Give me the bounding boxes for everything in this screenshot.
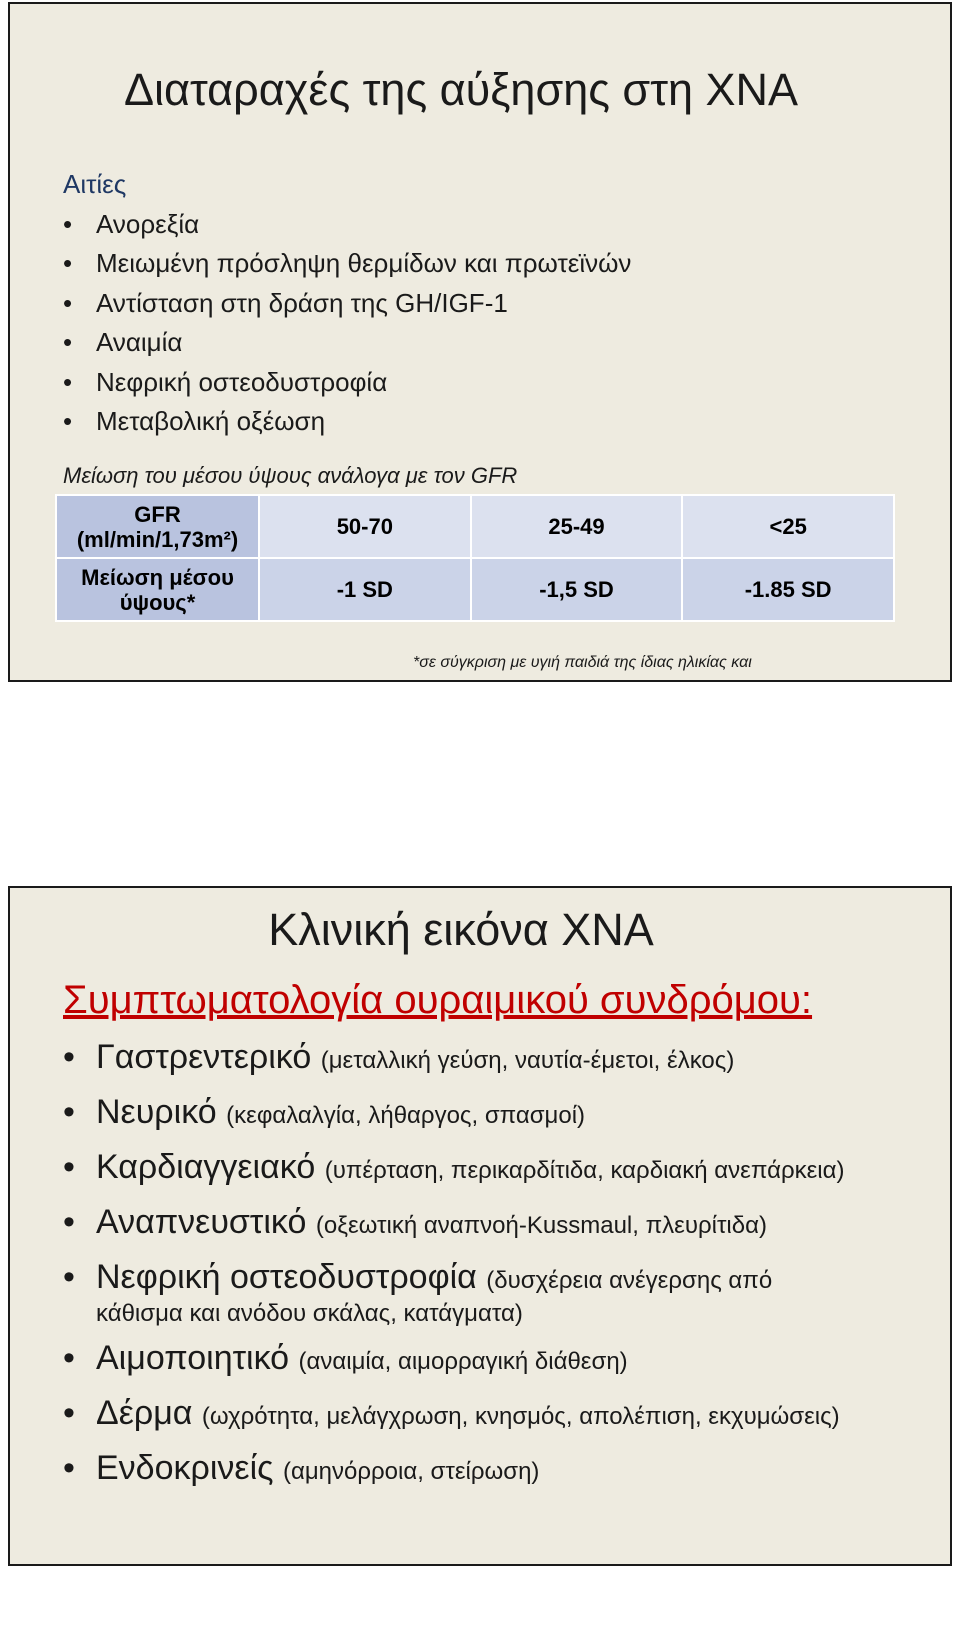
list-item: • Μειωμένη πρόσληψη θερμίδων και πρωτεϊνών — [63, 244, 631, 284]
list-item: • Ανορεξία — [63, 205, 631, 245]
symptom-item — [63, 1147, 845, 1191]
table-cell: -1 SD — [259, 558, 471, 621]
list-item: • Νεφρική οστεοδυστροφία — [63, 363, 631, 403]
slide-growth-disorders — [8, 2, 952, 682]
table-cell: <25 — [682, 495, 894, 558]
symptom-system: Γαστρεντερικό — [96, 1038, 312, 1076]
list-item: • Αντίσταση στη δράση της GH/IGF-1 — [63, 284, 631, 324]
symptom-item — [63, 1338, 845, 1382]
symptom-details: (οξεωτική αναπνοή-Kussmaul, πλευρίτιδα) — [315, 1212, 767, 1239]
symptom-item — [63, 1092, 845, 1136]
list-item: • Μεταβολική οξέωση — [63, 402, 631, 442]
symptom-system: Καρδιαγγειακό — [96, 1148, 316, 1186]
symptoms-list — [63, 1037, 845, 1503]
causes-list — [63, 205, 631, 442]
symptom-item — [63, 1448, 845, 1492]
symptom-item — [63, 1037, 845, 1081]
slide-title: Κλινική εικόνα ΧΝΑ — [268, 904, 654, 955]
row-header-line: ύψους* — [119, 589, 196, 615]
row-header-line: GFR — [134, 501, 181, 527]
causes-heading: Αιτίες — [63, 169, 127, 199]
gfr-height-table — [55, 494, 895, 622]
causes-section — [63, 165, 631, 442]
slide-title: Διαταραχές της αύξησης στη ΧΝΑ — [123, 64, 799, 115]
symptom-system: Νεφρική οστεοδυστροφία — [96, 1258, 477, 1296]
symptom-details: (αναιμία, αιμορραγική διάθεση) — [298, 1348, 628, 1375]
symptom-item — [63, 1393, 845, 1437]
section-subtitle: Συμπτωματολογία ουραιμικού συνδρόμου: — [63, 978, 813, 1022]
table-row — [56, 558, 894, 621]
symptom-system: Ενδοκρινείς — [96, 1449, 274, 1487]
symptom-details: (υπέρταση, περικαρδίτιδα, καρδιακή ανεπάρκεια) — [324, 1157, 845, 1184]
symptom-details: (αμηνόρροια, στείρωση) — [282, 1458, 540, 1485]
symptom-item — [63, 1202, 845, 1246]
table-cell: 50-70 — [259, 495, 471, 558]
symptom-details-continued: κάθισμα και ανόδου σκάλας, κατάγματα) — [96, 1300, 523, 1327]
table-cell: -1,5 SD — [471, 558, 683, 621]
symptom-details: (μεταλλική γεύση, ναυτία-έμετοι, έλκος) — [320, 1047, 735, 1074]
slide-clinical-picture — [8, 886, 952, 1566]
row-header-line: Μείωση μέσου — [81, 564, 234, 590]
row-header-line: (ml/min/1,73m²) — [76, 526, 239, 552]
symptom-system: Αιμοποιητικό — [96, 1339, 290, 1377]
symptom-details: (κεφαλαλγία, λήθαργος, σπασμοί) — [226, 1102, 586, 1129]
list-item: • Αναιμία — [63, 323, 631, 363]
symptom-system: Νευρικό — [96, 1093, 217, 1131]
table-cell: -1.85 SD — [682, 558, 894, 621]
symptom-details: (δυσχέρεια ανέγερσης από — [486, 1267, 773, 1294]
symptom-system: Δέρμα — [96, 1394, 193, 1432]
table-caption: Μείωση του μέσου ύψους ανάλογα με τον GFR — [63, 463, 518, 488]
symptom-system: Αναπνευστικό — [96, 1203, 307, 1241]
footnote: *σε σύγκριση με υγιή παιδιά της ίδιας ηλικίας και — [413, 654, 752, 671]
table-row — [56, 495, 894, 558]
row-header-height-reduction — [56, 558, 259, 621]
symptom-details: (ωχρότητα, μελάγχρωση, κνησμός, απολέπιση, εκχυμώσεις) — [201, 1403, 840, 1430]
table-cell: 25-49 — [471, 495, 683, 558]
row-header-gfr — [56, 495, 259, 558]
symptom-item — [63, 1257, 845, 1327]
